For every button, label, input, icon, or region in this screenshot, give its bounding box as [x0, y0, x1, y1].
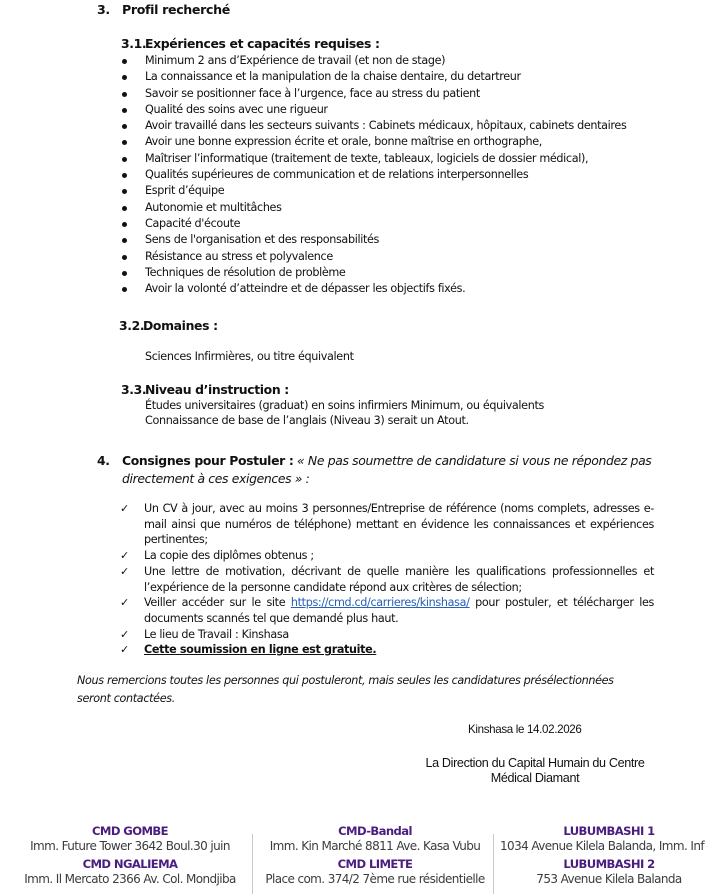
subsection-title: Domaines : — [143, 318, 218, 333]
list-item: Autonomie et multitâches — [118, 200, 626, 216]
subsection-number: 3.3. — [121, 382, 147, 397]
section-number: 4. — [97, 453, 110, 468]
bullet-icon — [122, 189, 127, 194]
bullet-icon — [122, 124, 127, 129]
branch-name: LUBUMBASHI 1 — [563, 824, 655, 838]
subsection-3-2-heading — [119, 318, 218, 333]
checkmark-icon: ✓ — [120, 502, 129, 515]
requirements-list — [118, 53, 626, 297]
thanks-paragraph: Nous remercions toutes les personnes qui postuleront, mais seules les candidatures présélectionnées seront contactées. — [77, 674, 614, 705]
bullet-icon — [122, 92, 127, 97]
branch-name: CMD-Bandal — [338, 824, 412, 838]
bullet-icon — [122, 157, 127, 162]
list-item: Capacité d'écoute — [118, 216, 626, 232]
bullet-icon — [122, 238, 127, 243]
subsection-number: 3.2. — [119, 318, 145, 333]
subsection-number: 3.1. — [121, 36, 147, 51]
bullet-icon — [122, 108, 127, 113]
bullet-icon — [122, 255, 127, 260]
list-item: Avoir la volonté d’atteindre et de dépasser les objectifs fixés. — [118, 281, 626, 297]
footer-addresses — [0, 820, 711, 895]
branch-address: 1034 Avenue Kilela Balanda, Imm. Inf — [500, 839, 704, 853]
bullet-icon — [122, 173, 127, 178]
list-item: Minimum 2 ans d’Expérience de travail (et non de stage) — [118, 53, 626, 69]
footer-column-lubumbashi — [500, 820, 711, 887]
checkmark-icon: ✓ — [120, 564, 129, 578]
list-item: Esprit d’équipe — [118, 183, 626, 199]
list-item: ✓ Un CV à jour, avec au moins 3 personnes/Entreprise de référence (noms complets, adresses e-mail ainsi que numéros de téléphone) mettant en évidence les connaissances et expériences pertinentes; — [120, 502, 654, 547]
footer-column-kinshasa-1 — [10, 820, 250, 887]
bullet-icon — [122, 287, 127, 292]
section-note: « Ne pas soumettre de candidature si vous ne répondez pas — [297, 453, 652, 468]
section-4-heading — [97, 452, 657, 488]
signature — [415, 756, 655, 785]
list-item: Avoir une bonne expression écrite et orale, bonne maîtrise en orthographe, — [118, 134, 626, 150]
branch-name: CMD GOMBE — [92, 824, 168, 838]
signature-line: Médical Diamant — [490, 770, 580, 785]
subsection-title: Expériences et capacités requises : — [145, 36, 380, 51]
checkmark-icon: ✓ — [120, 643, 129, 657]
branch-address: Place com. 374/2 7ème rue résidentielle — [265, 872, 485, 886]
list-item: Avoir travaillé dans les secteurs suivants : Cabinets médicaux, hôpitaux, cabinets dentaires — [118, 118, 626, 134]
bullet-icon — [122, 222, 127, 227]
subsection-title: Niveau d’instruction : — [145, 382, 289, 397]
checkmark-icon: ✓ — [120, 549, 129, 563]
section-number: 3. — [97, 2, 110, 17]
list-item: ✓ Le lieu de Travail : Kinshasa — [120, 627, 289, 641]
subsection-3-1-heading — [121, 36, 380, 51]
checkmark-icon: ✓ — [120, 627, 129, 641]
list-item — [120, 642, 654, 658]
bullet-icon — [122, 271, 127, 276]
section-title: Profil recherché — [122, 2, 230, 17]
section-note-continued: directement à ces exigences » : — [122, 471, 310, 486]
bullet-icon — [122, 75, 127, 80]
bullet-icon — [122, 59, 127, 64]
date-line: Kinshasa le 14.02.2026 — [468, 723, 582, 736]
english-line: Connaissance de base de l’anglais (Niveau 3) serait un Atout. — [145, 414, 469, 427]
list-item: Sens de l'organisation et des responsabilités — [118, 232, 626, 248]
footer-column-kinshasa-2 — [255, 820, 495, 887]
branch-address: Imm. Kin Marché 8811 Ave. Kasa Vubu — [269, 839, 481, 853]
domains-text: Sciences Infirmières, ou titre équivalent — [145, 350, 354, 363]
footer-divider — [493, 834, 494, 894]
branch-address: Imm. Il Mercato 2366 Av. Col. Mondjiba — [24, 872, 236, 886]
list-item: Maîtriser l’informatique (traitement de texte, tableaux, logiciels de dossier médical), — [118, 151, 626, 167]
subsection-3-3-heading — [121, 382, 289, 397]
checkmark-icon: ✓ — [120, 596, 129, 610]
education-line: Études universitaires (graduat) en soins infirmiers Minimum, ou équivalents — [145, 399, 544, 412]
branch-name: LUBUMBASHI 2 — [563, 857, 655, 871]
list-item: ✓ La copie des diplômes obtenus ; — [120, 549, 314, 563]
branch-name: CMD LIMETE — [337, 857, 413, 871]
list-item: ✓ Veiller accéder sur le site https://cmd.cd/carrieres/kinshasa/ pour postuler, et télécharger les documents scannés tel que demandé plus haut. — [120, 596, 654, 625]
branch-address: Imm. Future Tower 3642 Boul.30 juin — [30, 839, 230, 853]
bullet-icon — [122, 206, 127, 211]
bullet-icon — [122, 140, 127, 145]
free-submission-note: Cette soumission en ligne est gratuite. — [144, 643, 377, 657]
list-item: ✓ Une lettre de motivation, décrivant de quelle manière les qualifications professionnelles et l’expérience de la personne candidate répond aux critères de sélection; — [120, 564, 654, 594]
list-item: Savoir se positionner face à l’urgence, face au stress du patient — [118, 86, 626, 102]
list-item: La connaissance et la manipulation de la chaise dentaire, du detartreur — [118, 69, 626, 85]
list-item: Techniques de résolution de problème — [118, 265, 626, 281]
section-3-heading — [97, 2, 230, 17]
section-title: Consignes pour Postuler : — [122, 453, 294, 468]
branch-name: CMD NGALIEMA — [82, 857, 178, 871]
list-item: Résistance au stress et polyvalence — [118, 249, 626, 265]
list-item: Qualité des soins avec une rigueur — [118, 102, 626, 118]
footer-divider — [252, 834, 253, 894]
signature-line: La Direction du Capital Humain du Centre — [425, 756, 645, 770]
careers-link[interactable]: https://cmd.cd/carrieres/kinshasa/ — [290, 596, 470, 610]
application-instructions-list — [120, 501, 654, 658]
list-item: Qualités supérieures de communication et de relations interpersonnelles — [118, 167, 626, 183]
branch-address: 753 Avenue Kilela Balanda — [536, 872, 682, 886]
